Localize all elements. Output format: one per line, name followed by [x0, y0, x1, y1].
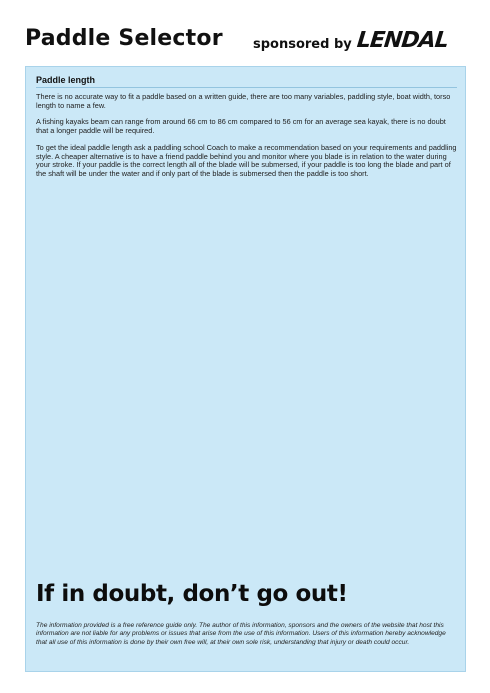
page-header	[0, 0, 490, 62]
disclaimer-text: The information provided is a free reference guide only. The author of this information, sponsors and the owners of the website that host this information are not liable for any problems or issues that arise from the use of this information. Users of this information hereby acknowledge that all use of this information is done by their own free will, at their own sole risk, understanding that injury or death could occur.	[36, 622, 446, 646]
page-title: Paddle Selector	[25, 26, 223, 51]
paragraph: To get the ideal paddle length ask a paddling school Coach to make a recommendation based on your requirements and paddling style. A cheaper alternative is to have a friend paddle behind you and monitor where you blade is in relation to the water during your stroke. If your paddle is the correct length all of the blade will be submersed, if your paddle is too long the blade and part of the shaft will be under the water and if only part of the blade is submersed then the paddle is too short.	[36, 142, 457, 178]
section-heading: Paddle length	[36, 75, 96, 85]
body-text	[36, 93, 457, 187]
safety-slogan: If in doubt, don’t go out!	[36, 581, 348, 607]
content-panel	[25, 66, 466, 672]
heading-divider	[36, 87, 457, 88]
lendal-logo: LENDAL	[355, 28, 450, 53]
sponsored-by-label: sponsored by	[253, 37, 352, 52]
paragraph: There is no accurate way to fit a paddle based on a written guide, there are too many variables, paddling style, boat width, torso length to name a few.	[36, 92, 451, 110]
paragraph: A fishing kayaks beam can range from around 66 cm to 86 cm compared to 56 cm for an average sea kayak, there is no doubt that a longer paddle will be required.	[36, 117, 446, 136]
